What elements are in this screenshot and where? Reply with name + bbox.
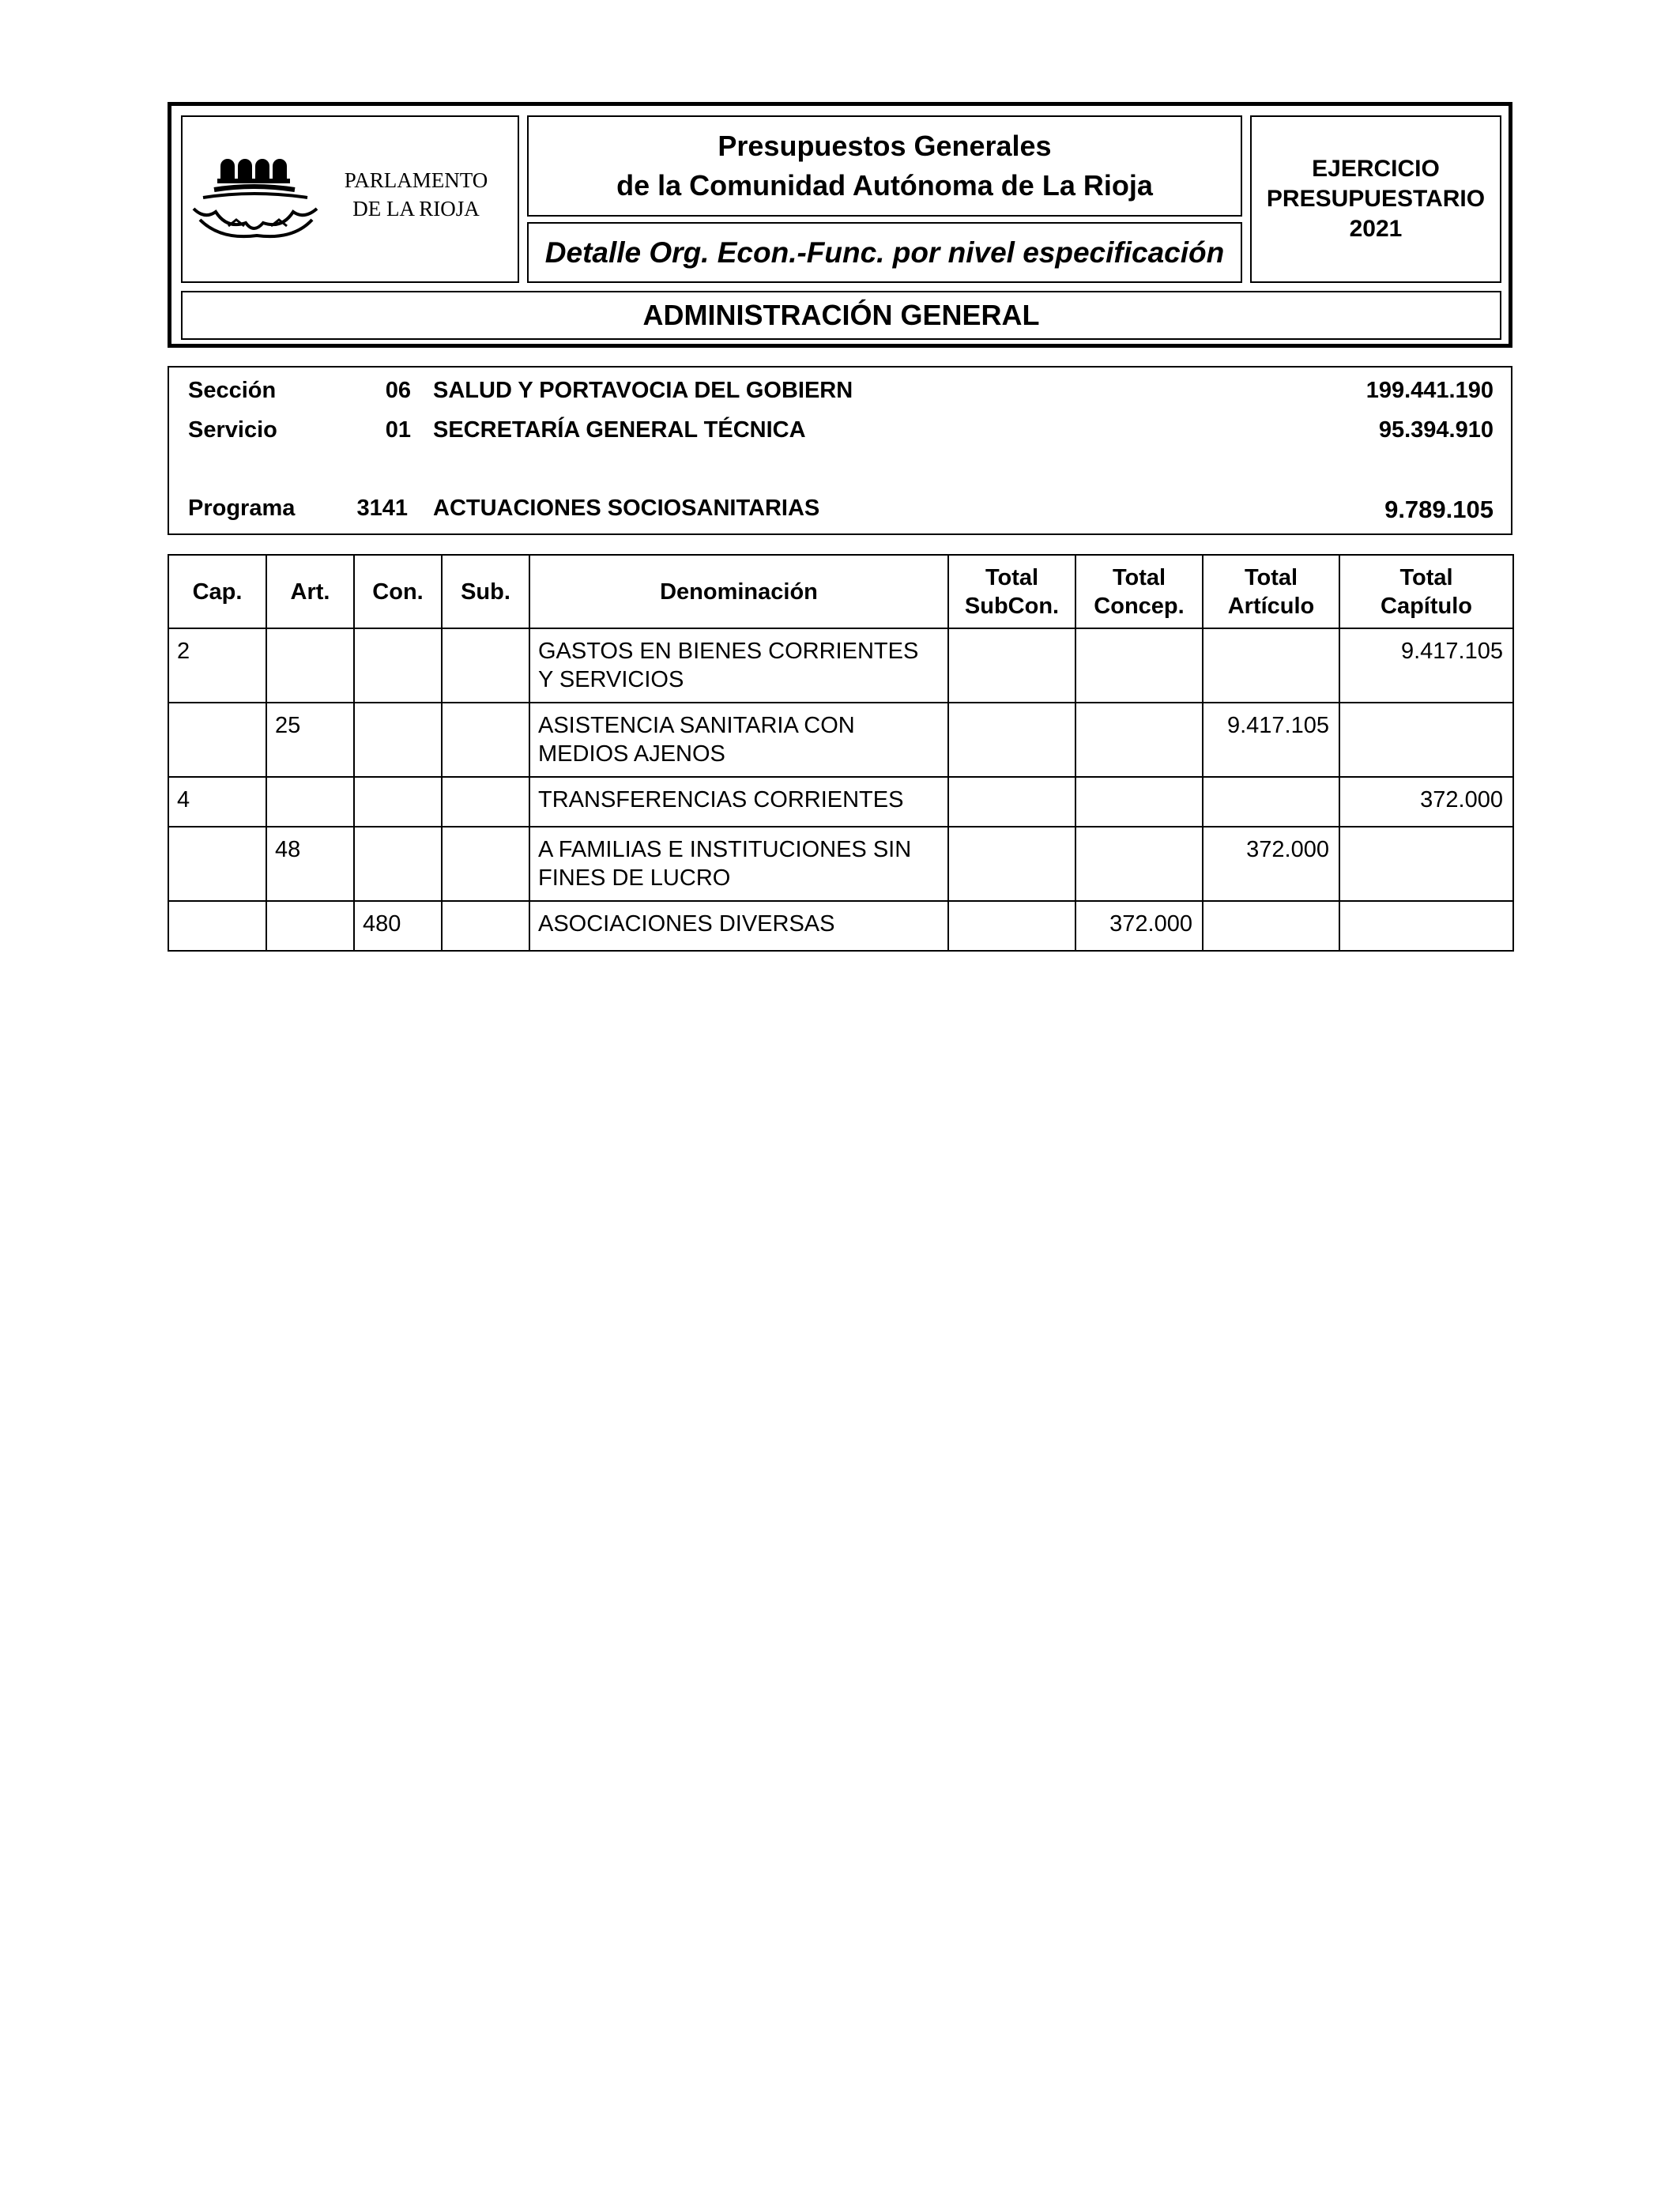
cell-total-capitulo: [1339, 827, 1513, 901]
denominacion-line2: Y SERVICIOS: [538, 667, 684, 692]
cell-cap-value: 4: [177, 787, 190, 812]
cell-sub: [442, 901, 529, 951]
table-row: [168, 703, 1513, 777]
cell-art-value: 25: [275, 713, 301, 738]
col-header-total-concep-line2: Concep.: [1094, 593, 1185, 619]
cell-total-concep: [1075, 901, 1203, 951]
servicio-row: [169, 417, 1511, 449]
cell-total-concep-value: 372.000: [1109, 911, 1192, 937]
servicio-label: Servicio: [188, 417, 277, 443]
table-row: [168, 777, 1513, 827]
table-row: [168, 901, 1513, 951]
document-title: [527, 115, 1242, 217]
cell-sub-value: [443, 902, 529, 910]
cell-cap: [168, 628, 266, 703]
title-line2: de la Comunidad Autónoma de La Rioja: [616, 169, 1153, 202]
col-header-total-articulo-line1: Total: [1244, 564, 1298, 590]
cell-total-articulo-value: [1203, 902, 1339, 910]
title-line1: Presupuestos Generales: [718, 130, 1052, 162]
table-header-row: [168, 555, 1513, 628]
col-header-total-concep: [1075, 555, 1203, 628]
programa-label: Programa: [188, 496, 296, 521]
col-header-total-subcon-line2: SubCon.: [964, 593, 1060, 619]
seccion-row: [169, 378, 1511, 409]
servicio-code: 01: [385, 417, 411, 443]
cell-total-subcon: [948, 628, 1075, 703]
cell-total-concep: [1075, 628, 1203, 703]
col-header-con: Con.: [354, 555, 442, 628]
cell-total-concep: [1075, 827, 1203, 901]
parliament-name-line2: DE LA RIOJA: [352, 197, 480, 221]
cell-total-subcon-value: [949, 778, 1075, 786]
cell-total-concep-value: [1076, 778, 1202, 786]
cell-cap: [168, 827, 266, 901]
cell-con: [354, 777, 442, 827]
cell-total-articulo: [1203, 628, 1339, 703]
administration-label: ADMINISTRACIÓN GENERAL: [181, 291, 1501, 340]
cell-con-value: [355, 703, 441, 711]
cell-total-articulo: [1203, 827, 1339, 901]
programa-code: 3141: [356, 496, 408, 521]
cell-sub: [442, 703, 529, 777]
cell-total-subcon-value: [949, 827, 1075, 835]
denominacion-line1: TRANSFERENCIAS CORRIENTES: [538, 787, 904, 812]
cell-cap-value: [169, 703, 266, 711]
cell-total-concep-value: [1076, 827, 1202, 835]
cell-total-articulo-value: [1203, 629, 1339, 637]
cell-total-capitulo: [1339, 901, 1513, 951]
cell-total-capitulo: [1339, 628, 1513, 703]
seccion-code: 06: [385, 378, 411, 403]
denominacion-line2: MEDIOS AJENOS: [538, 741, 725, 767]
col-header-total-capitulo: [1339, 555, 1513, 628]
col-header-total-subcon: [948, 555, 1075, 628]
cell-total-subcon: [948, 901, 1075, 951]
parliament-logo-box: [181, 115, 519, 283]
cell-total-capitulo-value: [1340, 703, 1512, 711]
cell-total-capitulo: [1339, 777, 1513, 827]
cell-art: [266, 703, 354, 777]
cell-art-value: [267, 778, 353, 786]
cell-total-capitulo-value: [1340, 902, 1512, 910]
col-header-cap: Cap.: [168, 555, 266, 628]
cell-art: [266, 901, 354, 951]
cell-cap-value: [169, 827, 266, 835]
cell-total-subcon: [948, 827, 1075, 901]
cell-art-value: [267, 629, 353, 637]
col-header-sub: Sub.: [442, 555, 529, 628]
fiscal-year-box: [1250, 115, 1501, 283]
cell-cap-value: 2: [177, 639, 190, 664]
cell-total-capitulo-value: 372.000: [1420, 787, 1503, 812]
cell-total-articulo: [1203, 901, 1339, 951]
programa-row: [169, 496, 1511, 527]
col-header-total-subcon-line1: Total: [985, 564, 1039, 590]
cell-con: [354, 901, 442, 951]
programa-name: ACTUACIONES SOCIOSANITARIAS: [433, 496, 820, 521]
cell-total-articulo: [1203, 703, 1339, 777]
denominacion-line1: A FAMILIAS E INSTITUCIONES SIN: [538, 837, 912, 862]
cell-total-subcon: [948, 703, 1075, 777]
cell-sub: [442, 827, 529, 901]
denominacion-line2: FINES DE LUCRO: [538, 865, 731, 891]
cell-total-concep-value: [1076, 629, 1202, 637]
denominacion-line1: ASOCIACIONES DIVERSAS: [538, 911, 835, 937]
cell-denominacion: [529, 703, 948, 777]
cell-denominacion: [529, 901, 948, 951]
cell-cap: [168, 901, 266, 951]
servicio-name: SECRETARÍA GENERAL TÉCNICA: [433, 417, 806, 443]
cell-denominacion: [529, 827, 948, 901]
cell-total-articulo-value: 9.417.105: [1226, 713, 1329, 738]
cell-con: [354, 703, 442, 777]
cell-sub-value: [443, 778, 529, 786]
year-line1: EJERCICIO: [1312, 156, 1440, 182]
cell-con-value: [355, 827, 441, 835]
denominacion-line1: GASTOS EN BIENES CORRIENTES: [538, 639, 919, 664]
cell-total-concep: [1075, 703, 1203, 777]
cell-con: [354, 628, 442, 703]
cell-sub: [442, 628, 529, 703]
cell-total-articulo-value: [1203, 778, 1339, 786]
cell-denominacion: [529, 628, 948, 703]
cell-art-value: [267, 902, 353, 910]
table-row: [168, 628, 1513, 703]
cell-total-subcon-value: [949, 629, 1075, 637]
cell-sub-value: [443, 827, 529, 835]
cell-sub-value: [443, 703, 529, 711]
seccion-label: Sección: [188, 378, 277, 403]
seccion-amount: 199.441.190: [1365, 378, 1494, 403]
budget-detail-table: [168, 554, 1514, 952]
year-line2: PRESUPUESTARIO: [1266, 186, 1486, 212]
cell-art: [266, 827, 354, 901]
document-subtitle: Detalle Org. Econ.-Func. por nivel especificación: [527, 222, 1242, 283]
cell-total-articulo-value: 372.000: [1246, 837, 1329, 862]
cell-art-value: 48: [275, 837, 301, 862]
cell-con-value: 480: [363, 911, 401, 937]
cell-cap-value: [169, 902, 266, 910]
document-header: [168, 102, 1512, 348]
cell-total-concep-value: [1076, 703, 1202, 711]
parliament-emblem-icon: [189, 147, 327, 258]
cell-total-articulo: [1203, 777, 1339, 827]
col-header-denominacion: Denominación: [529, 555, 948, 628]
cell-total-subcon-value: [949, 703, 1075, 711]
parliament-name: [327, 166, 505, 223]
cell-cap: [168, 777, 266, 827]
col-header-art: Art.: [266, 555, 354, 628]
table-row: [168, 827, 1513, 901]
col-header-total-capitulo-line2: Capítulo: [1381, 593, 1472, 619]
servicio-amount: 95.394.910: [1378, 417, 1494, 443]
cell-con: [354, 827, 442, 901]
fiscal-year: 2021: [1349, 216, 1403, 242]
seccion-name: SALUD Y PORTAVOCIA DEL GOBIERN: [433, 378, 853, 403]
budget-organization-info: [168, 366, 1512, 535]
cell-con-value: [355, 778, 441, 786]
col-header-total-articulo-line2: Artículo: [1227, 593, 1315, 619]
denominacion-line1: ASISTENCIA SANITARIA CON: [538, 713, 855, 738]
cell-total-capitulo: [1339, 703, 1513, 777]
parliament-name-line1: PARLAMENTO: [344, 168, 488, 192]
col-header-total-capitulo-line1: Total: [1399, 564, 1453, 590]
cell-total-capitulo-value: [1340, 827, 1512, 835]
cell-denominacion: [529, 777, 948, 827]
cell-con-value: [355, 629, 441, 637]
cell-total-subcon-value: [949, 902, 1075, 910]
cell-total-concep: [1075, 777, 1203, 827]
col-header-total-articulo: [1203, 555, 1339, 628]
cell-art: [266, 777, 354, 827]
cell-sub: [442, 777, 529, 827]
programa-amount: 9.789.105: [1384, 496, 1494, 523]
cell-total-subcon: [948, 777, 1075, 827]
col-header-total-concep-line1: Total: [1112, 564, 1166, 590]
cell-cap: [168, 703, 266, 777]
cell-sub-value: [443, 629, 529, 637]
cell-total-capitulo-value: 9.417.105: [1400, 639, 1503, 664]
cell-art: [266, 628, 354, 703]
